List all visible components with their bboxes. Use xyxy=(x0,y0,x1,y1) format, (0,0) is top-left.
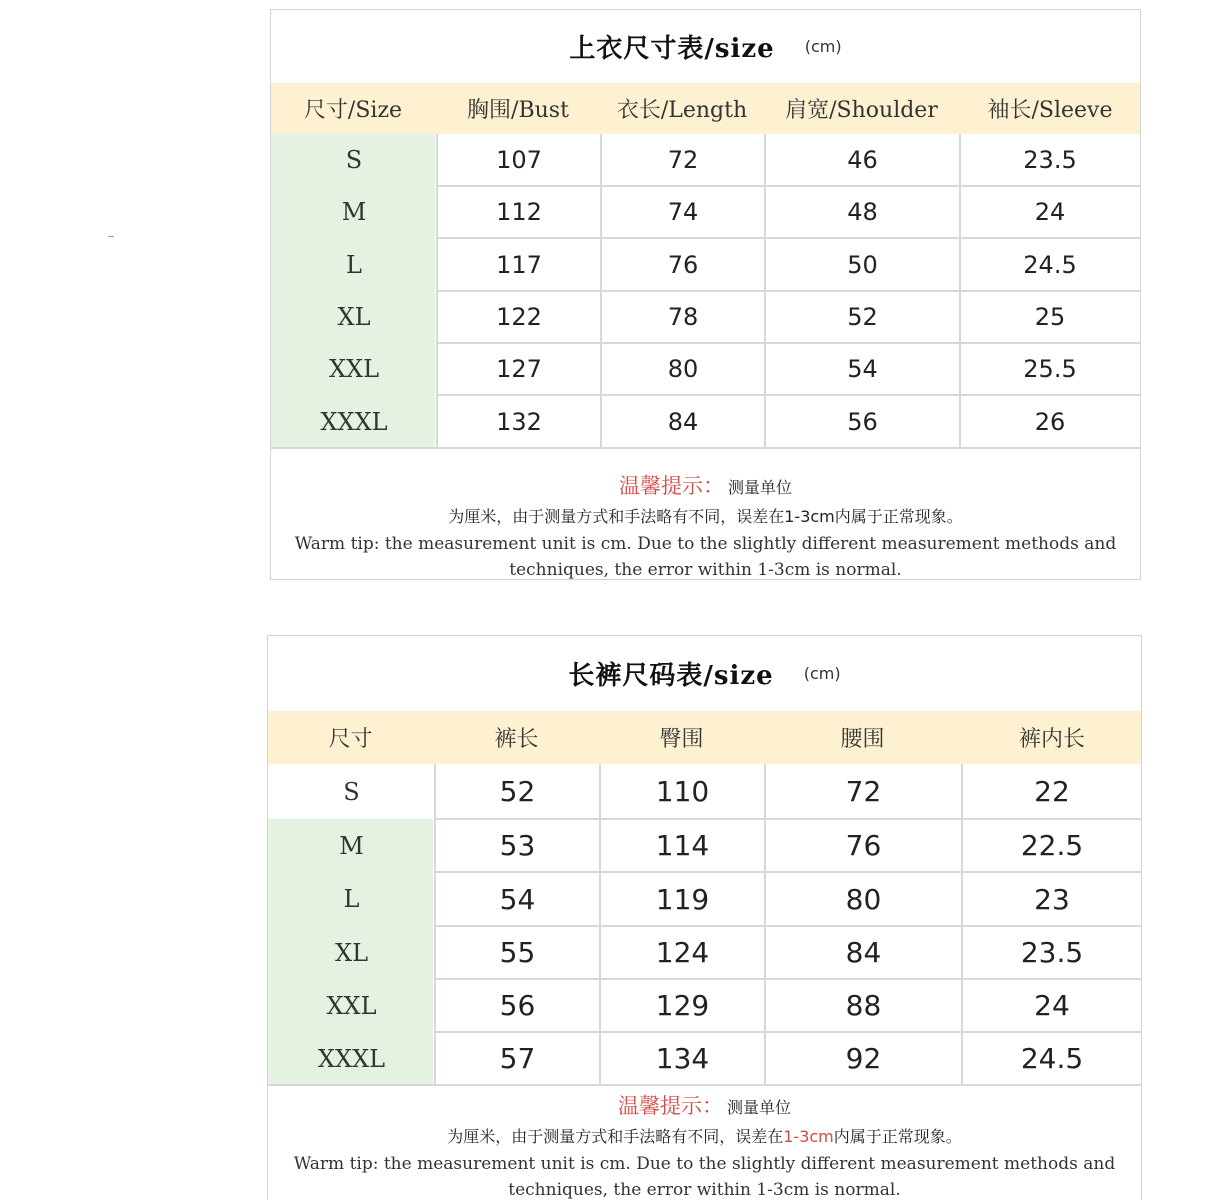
chart-title-row xyxy=(268,636,1141,711)
header-pants-length: 裤长 xyxy=(494,727,539,752)
tip-english: Warm tip: the measurement unit is cm. Due to the slightly different measurement methods and techniques, the error within 1-3cm is normal. xyxy=(293,1154,1116,1200)
header-length: 衣长/Length xyxy=(616,98,748,123)
table-cell: 24.5 xyxy=(1020,1042,1084,1075)
table-cell: 26 xyxy=(1034,407,1066,436)
tip-chinese-before: 为厘米，由于测量方式和手法略有不同，误差在 xyxy=(447,1127,784,1146)
chart-title: 上衣尺寸表/size xyxy=(569,34,775,64)
table-cell: 74 xyxy=(667,198,699,226)
table-cell: 52 xyxy=(847,303,878,331)
table-cell: 22.5 xyxy=(1020,829,1084,862)
chart-title: 长裤尺码表/size xyxy=(568,661,774,691)
table-cell: 57 xyxy=(499,1042,536,1075)
table-cell: 53 xyxy=(499,829,536,862)
tip-title: 温馨提示： xyxy=(618,474,724,498)
header-shoulder: 肩宽/Shoulder xyxy=(785,98,938,123)
tip-chinese-after: 内属于正常现象。 xyxy=(833,1127,962,1146)
table-cell: 117 xyxy=(496,250,542,279)
size-label: XXXL xyxy=(320,407,388,436)
table-cell: 122 xyxy=(496,303,542,331)
table-cell: 76 xyxy=(667,250,699,279)
header-bust: 胸围/Bust xyxy=(467,98,569,123)
header-hip: 臀围 xyxy=(659,727,704,752)
table-cell: 84 xyxy=(845,936,882,969)
size-label: XL xyxy=(337,303,371,331)
size-label: XXL xyxy=(326,991,377,1020)
size-label: XL xyxy=(334,938,369,967)
table-cell: 132 xyxy=(496,407,542,436)
table-cell: 46 xyxy=(847,146,878,174)
tip-title: 温馨提示： xyxy=(617,1094,723,1118)
tip-unit-text: 测量单位 xyxy=(727,478,792,497)
header-row xyxy=(268,711,1141,764)
header-size: 尺寸 xyxy=(328,727,373,752)
table-cell: 112 xyxy=(496,198,542,226)
table-cell: 127 xyxy=(496,355,542,383)
size-label: M xyxy=(341,198,367,226)
table-cell: 72 xyxy=(667,146,699,174)
table-cell: 24 xyxy=(1034,989,1070,1022)
top-size-chart xyxy=(270,9,1141,580)
table-cell: 23 xyxy=(1034,882,1070,916)
size-label: S xyxy=(345,146,363,174)
table-cell: 23.5 xyxy=(1023,146,1077,174)
table-cell: 72 xyxy=(845,775,882,808)
size-label: M xyxy=(339,831,364,860)
tip-english: Warm tip: the measurement unit is cm. Due to the slightly different measurement methods and techniques, the error within 1-3cm is normal. xyxy=(294,534,1117,580)
table-cell: 25.5 xyxy=(1023,355,1077,383)
table-cell: 76 xyxy=(845,829,882,862)
header-size: 尺寸/Size xyxy=(303,98,403,123)
chart-title-row xyxy=(271,10,1140,83)
header-inseam: 裤内长 xyxy=(1018,727,1085,752)
table-cell: 114 xyxy=(655,829,710,862)
header-row xyxy=(271,83,1140,134)
tip-chinese: 为厘米，由于测量方式和手法略有不同，误差在1-3cm内属于正常现象。 xyxy=(448,507,963,526)
chart-unit: (cm) xyxy=(803,664,841,683)
header-waist: 腰围 xyxy=(840,727,885,752)
table-cell: 56 xyxy=(499,989,536,1022)
table-cell: 107 xyxy=(496,146,542,174)
size-label: L xyxy=(346,250,362,279)
table-cell: 56 xyxy=(847,407,878,436)
size-label: XXXL xyxy=(317,1044,386,1073)
tip-unit-text: 测量单位 xyxy=(726,1098,791,1117)
table-cell: 22 xyxy=(1034,775,1070,808)
table-cell: 78 xyxy=(667,303,699,331)
table-cell: 54 xyxy=(847,355,878,383)
table-cell: 48 xyxy=(847,198,878,226)
table-cell: 134 xyxy=(655,1042,710,1075)
table-cell: 92 xyxy=(845,1042,882,1075)
stray-mark xyxy=(108,236,114,237)
table-cell: 124 xyxy=(655,936,710,969)
chart-unit: (cm) xyxy=(804,37,842,56)
table-cell: 119 xyxy=(655,882,710,916)
table-cell: 52 xyxy=(499,775,536,808)
table-cell: 24.5 xyxy=(1023,250,1077,279)
bottom-size-chart xyxy=(267,635,1142,1200)
table-cell: 55 xyxy=(499,936,536,969)
table-cell: 84 xyxy=(667,407,699,436)
table-cell: 80 xyxy=(667,355,699,383)
warm-tip xyxy=(271,458,1140,580)
table-cell: 129 xyxy=(655,989,710,1022)
table-cell: 80 xyxy=(845,882,882,916)
tip-chinese xyxy=(268,1124,1141,1147)
table-cell: 88 xyxy=(845,989,882,1022)
size-label: L xyxy=(343,885,360,913)
size-label: S xyxy=(343,777,360,806)
header-sleeve: 袖长/Sleeve xyxy=(987,98,1113,123)
tip-chinese-highlight: 1-3cm xyxy=(783,1127,834,1146)
table-cell: 24 xyxy=(1034,198,1066,226)
size-label: XXL xyxy=(328,355,380,383)
table-cell: 54 xyxy=(499,882,536,916)
table-cell: 23.5 xyxy=(1020,936,1084,969)
table-cell: 50 xyxy=(847,250,878,279)
table-cell: 25 xyxy=(1034,303,1066,331)
table-cell: 110 xyxy=(655,775,710,808)
warm-tip xyxy=(268,1086,1141,1201)
